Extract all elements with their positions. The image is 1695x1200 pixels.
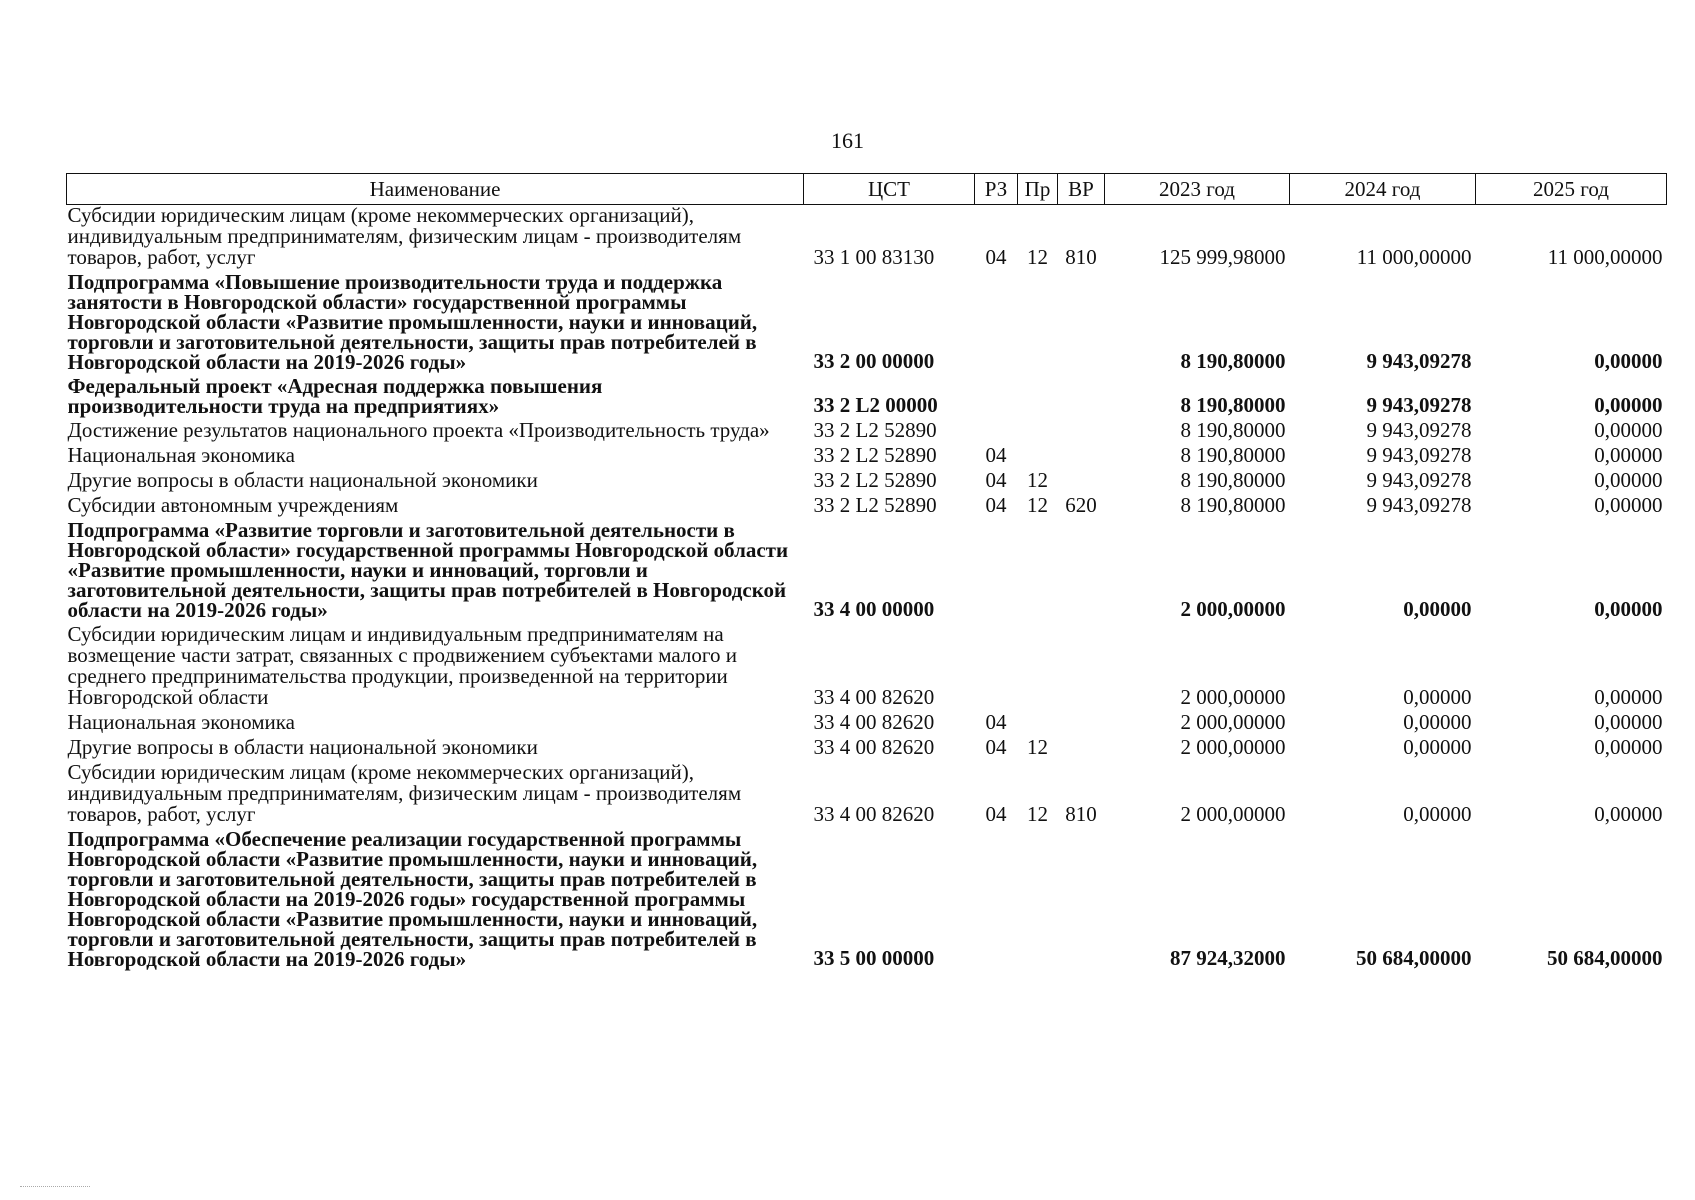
cell-cst: 33 4 00 82620 [813, 735, 935, 759]
cell-pr [1018, 624, 1058, 712]
cell-2025: 0,00000 [1594, 393, 1663, 417]
cell-vr [1058, 420, 1105, 445]
cell-cst: 33 2 L2 52890 [813, 418, 937, 442]
cell-pr [1018, 520, 1058, 624]
cell-2025: 0,00000 [1594, 349, 1663, 373]
cell-name: Подпрограмма «Повышение производительности труда и поддержка занятости в Новгородской области» государственной программы Новгородской области «Развитие промышленности, науки и инноваций, торговли и заготовительной деятельности, защиты прав потребителей в Новгородской области на 2019-2026 годы» [67, 270, 758, 374]
cell-pr [1018, 712, 1058, 737]
cell-2025: 0,00000 [1594, 735, 1663, 759]
cell-cst: 33 2 L2 00000 [813, 393, 938, 417]
cell-vr [1058, 712, 1105, 737]
table-row [67, 420, 1667, 445]
cell-name: Подпрограмма «Обеспечение реализации государственной программы Новгородской области «Развитие промышленности, науки и инноваций, торговли и заготовительной деятельности, защиты прав потребителей в Новгородской области на 2019-2026 годы» государственной программы Новгородской области «Развитие промышленности, науки и инноваций, торговли и заготовительной деятельности, защиты прав потребителей в Новгородской области на 2019-2026 годы» [67, 827, 758, 971]
cell-2023: 8 190,80000 [1180, 418, 1286, 442]
header-vr: ВР [1058, 174, 1105, 205]
cell-2024: 9 943,09278 [1366, 418, 1472, 442]
cell-pr [1018, 445, 1058, 470]
cell-cst: 33 5 00 00000 [813, 946, 935, 970]
table-row [67, 712, 1667, 737]
cell-rz [975, 829, 1018, 973]
cell-2023: 2 000,00000 [1180, 685, 1286, 709]
cell-2023: 8 190,80000 [1180, 493, 1286, 517]
cell-rz [975, 624, 1018, 712]
cell-2025: 0,00000 [1594, 418, 1663, 442]
table-row [67, 272, 1667, 376]
cell-2023: 2 000,00000 [1180, 710, 1286, 734]
cell-cst: 33 4 00 00000 [813, 597, 935, 621]
cell-rz [975, 520, 1018, 624]
cell-2024: 0,00000 [1403, 735, 1472, 759]
cell-name: Национальная экономика [67, 443, 295, 467]
cell-rz: 04 [985, 245, 1007, 269]
cell-vr [1058, 624, 1105, 712]
cell-pr: 12 [1027, 493, 1048, 517]
cell-rz: 04 [985, 802, 1007, 826]
cell-cst: 33 2 L2 52890 [813, 493, 937, 517]
header-rz: РЗ [975, 174, 1018, 205]
cell-2024: 0,00000 [1403, 802, 1472, 826]
cell-2023: 87 924,32000 [1170, 946, 1286, 970]
cell-rz: 04 [985, 443, 1007, 467]
cell-2024: 9 943,09278 [1366, 468, 1472, 492]
cell-2024: 9 943,09278 [1366, 493, 1472, 517]
table-row [67, 205, 1667, 273]
cell-cst: 33 1 00 83130 [813, 245, 935, 269]
cell-2024: 0,00000 [1403, 597, 1472, 621]
cell-cst: 33 4 00 82620 [813, 685, 935, 709]
table-row [67, 829, 1667, 973]
table-row [67, 624, 1667, 712]
cell-2023: 2 000,00000 [1180, 597, 1286, 621]
cell-name: Другие вопросы в области национальной экономики [67, 468, 538, 492]
cell-name: Субсидии юридическим лицам (кроме некоммерческих организаций), индивидуальным предпринимателям, физическим лицам - производителям товаров, работ, услуг [67, 203, 742, 269]
cell-name: Субсидии юридическим лицам (кроме некоммерческих организаций), индивидуальным предпринимателям, физическим лицам - производителям товаров, работ, услуг [67, 760, 742, 826]
cell-vr [1058, 737, 1105, 762]
cell-rz [975, 272, 1018, 376]
cell-pr: 12 [1027, 468, 1048, 492]
header-2025: 2025 год [1476, 174, 1667, 205]
cell-2025: 0,00000 [1594, 710, 1663, 734]
cell-name: Достижение результатов национального проекта «Производительность труда» [67, 418, 770, 442]
table-row [67, 495, 1667, 520]
cell-2024: 9 943,09278 [1366, 349, 1472, 373]
cell-vr [1058, 445, 1105, 470]
cell-2025: 0,00000 [1594, 443, 1663, 467]
table-row [67, 520, 1667, 624]
cell-cst: 33 2 L2 52890 [813, 468, 937, 492]
cell-cst: 33 4 00 82620 [813, 710, 935, 734]
header-pr: Пр [1018, 174, 1058, 205]
table-row [67, 376, 1667, 420]
cell-2023: 8 190,80000 [1180, 393, 1286, 417]
cell-vr [1058, 829, 1105, 973]
cell-2024: 0,00000 [1403, 685, 1472, 709]
cell-2025: 0,00000 [1594, 685, 1663, 709]
page-number: 161 [831, 128, 864, 153]
cell-vr [1058, 470, 1105, 495]
cell-2023: 8 190,80000 [1180, 349, 1286, 373]
cell-2025: 0,00000 [1594, 493, 1663, 517]
cell-cst: 33 4 00 82620 [813, 802, 935, 826]
cell-pr: 12 [1027, 735, 1048, 759]
cell-vr: 620 [1065, 493, 1097, 517]
cell-vr: 810 [1065, 802, 1097, 826]
table-row [67, 445, 1667, 470]
cell-2024: 11 000,00000 [1356, 245, 1472, 269]
table-row [67, 762, 1667, 829]
cell-2025: 0,00000 [1594, 468, 1663, 492]
table-row [67, 470, 1667, 495]
header-2023: 2023 год [1105, 174, 1290, 205]
cell-rz: 04 [985, 493, 1007, 517]
cell-2024: 9 943,09278 [1366, 443, 1472, 467]
table-header-row [67, 174, 1667, 205]
cell-2024: 0,00000 [1403, 710, 1472, 734]
cell-2023: 125 999,98000 [1159, 245, 1286, 269]
cell-rz: 04 [985, 468, 1007, 492]
cell-rz: 04 [985, 710, 1007, 734]
cell-rz [975, 420, 1018, 445]
cell-pr [1018, 376, 1058, 420]
cell-2024: 9 943,09278 [1366, 393, 1472, 417]
cell-pr: 12 [1027, 802, 1048, 826]
header-2024: 2024 год [1290, 174, 1476, 205]
scan-mark [20, 1186, 90, 1188]
cell-name: Национальная экономика [67, 710, 295, 734]
cell-rz: 04 [985, 735, 1007, 759]
cell-2025: 50 684,00000 [1547, 946, 1663, 970]
cell-cst: 33 2 00 00000 [813, 349, 935, 373]
cell-cst: 33 2 L2 52890 [813, 443, 937, 467]
budget-table [66, 173, 1667, 973]
cell-pr [1018, 272, 1058, 376]
cell-rz [975, 376, 1018, 420]
cell-2023: 2 000,00000 [1180, 802, 1286, 826]
cell-2025: 0,00000 [1594, 597, 1663, 621]
cell-2025: 0,00000 [1594, 802, 1663, 826]
table-row [67, 737, 1667, 762]
cell-vr [1058, 272, 1105, 376]
table-body [67, 205, 1667, 974]
header-name: Наименование [67, 174, 804, 205]
cell-name: Подпрограмма «Развитие торговли и заготовительной деятельности в Новгородской области» государственной программы Новгородской области «Развитие промышленности, науки и инноваций, торговли и заготовительной деятельности, защиты прав потребителей в Новгородской области на 2019-2026 годы» [67, 518, 789, 622]
cell-2025: 11 000,00000 [1547, 245, 1663, 269]
cell-vr [1058, 376, 1105, 420]
cell-2023: 2 000,00000 [1180, 735, 1286, 759]
cell-2023: 8 190,80000 [1180, 443, 1286, 467]
cell-name: Субсидии юридическим лицам и индивидуальным предпринимателям на возмещение части затрат, связанных с продвижением субъектами малого и среднего предпринимательства продукции, произведенной на территории Новгородской области [67, 622, 737, 709]
cell-vr [1058, 520, 1105, 624]
cell-name: Другие вопросы в области национальной экономики [67, 735, 538, 759]
cell-2024: 50 684,00000 [1356, 946, 1472, 970]
header-cst: ЦСТ [804, 174, 975, 205]
cell-name: Федеральный проект «Адресная поддержка повышения производительности труда на предприятиях» [67, 374, 603, 418]
cell-pr [1018, 420, 1058, 445]
cell-pr: 12 [1027, 245, 1048, 269]
cell-name: Субсидии автономным учреждениям [67, 493, 399, 517]
cell-pr [1018, 829, 1058, 973]
cell-vr: 810 [1065, 245, 1097, 269]
cell-2023: 8 190,80000 [1180, 468, 1286, 492]
